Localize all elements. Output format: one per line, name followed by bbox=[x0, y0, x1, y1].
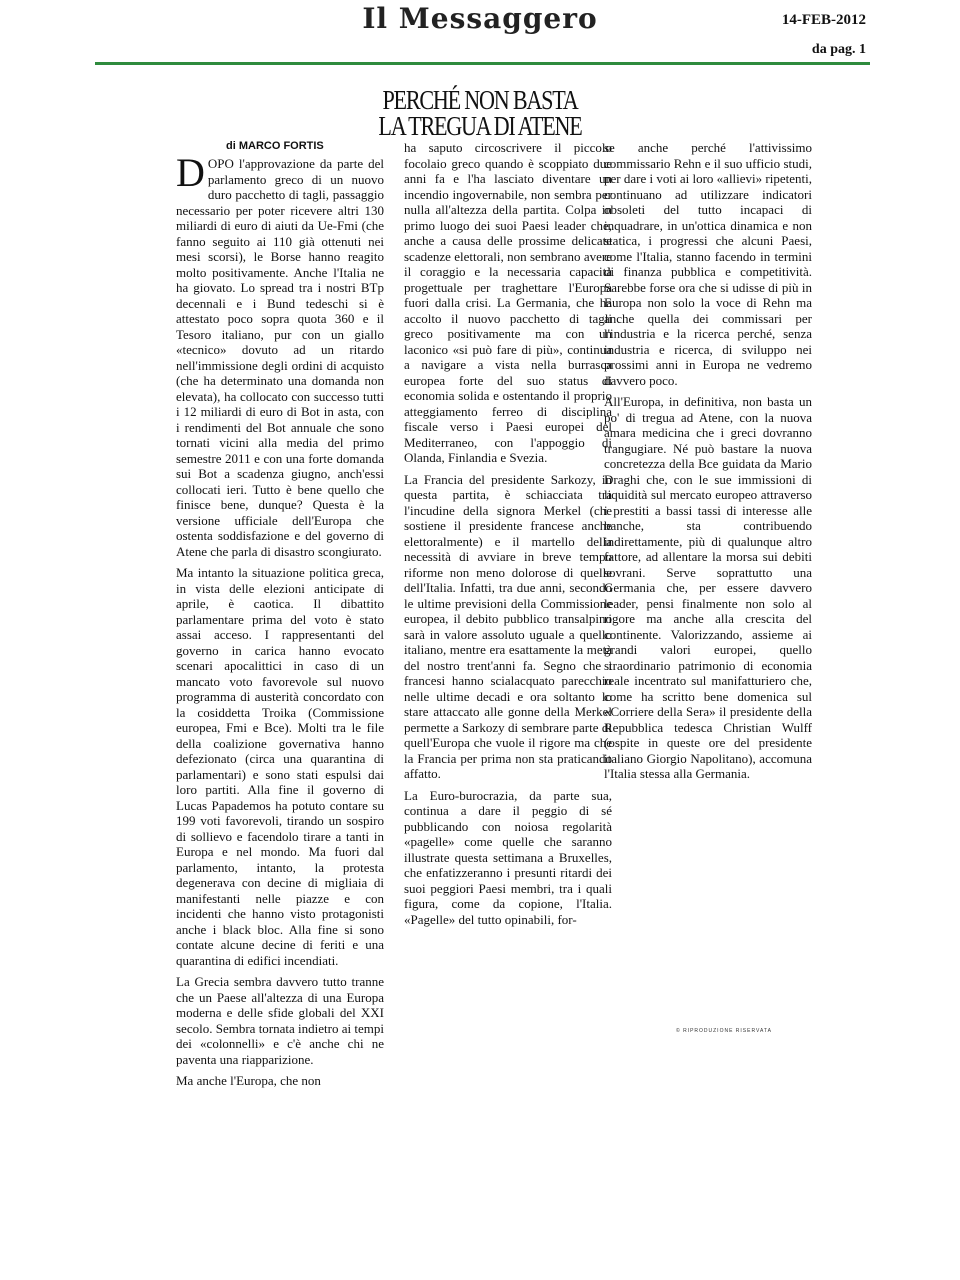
paragraph: DOPO l'approvazione da parte del parlamento greco di un nuovo duro pacchetto di tagli, passaggio necessario per poter ricevere altri 130 miliardi di euro di aiuti da Ue-Fmi (che fanno seguito ai 110 già ottenuti nei mesi scorsi), le Borse hanno reagito molto positivamente. Anche l'Italia ne ha giovato. Lo spread tra i nostri BTp decennali e i Bund tedeschi si è attestato poco sopra quota 360 e il Tesoro italiano, pur con un giallo «tecnico» dovuto ad un ritardo nell'immissione degli ordini di acquisto (che ha determinato una domanda non elevata), ha collocato con successo tutti i 12 miliardi di euro di Bot in asta, con i rendimenti del Bot annuale che sono tornati vicini alla media del primo semestre 2011 e con una forte domanda sui Bot a scadenza giugno, anch'essi collocati ieri. Tutto è bene quello che finisce bene, dunque? Questa è la versione ufficiale dell'Europa che ostenta soddisfazione e del governo di Atene che parla di disastro scongiurato. bbox=[176, 150, 384, 559]
byline: di MARCO FORTIS bbox=[226, 140, 324, 152]
copyright-notice: © RIPRODUZIONE RISERVATA bbox=[676, 1028, 772, 1034]
article-column-3 bbox=[604, 140, 812, 788]
paragraph: se anche perché l'attivissimo commissario Rehn e il suo ufficio studi, per dare i voti ai loro «allievi» ripetenti, continuano ad utilizzare indicatori obsoleti del tutto incapaci di inquadrare, in un'ottica dinamica e non statica, i progressi che alcuni Paesi, come l'Italia, stanno facendo in termini di finanza pubblica e competitività. Sarebbe forse ora che si udisse di più in Europa non solo la voce di Rehn ma anche quella dei commissari per l'industria e la ricerca perché, senza industria e ricerca, di sviluppo nei prossimi anni in Europa ne vedremo davvero poco. bbox=[604, 140, 812, 388]
paragraph: Ma anche l'Europa, che non bbox=[176, 1073, 321, 1088]
article-column-2 bbox=[404, 140, 612, 933]
paragraph: All'Europa, in definitiva, non basta un po' di tregua ad Atene, con la nuova amara medicina che i greci dovranno trangugiare. Né può bastare la nuova concretezza della Bce guidata da Mario Draghi che, con le sue immissioni di liquidità sul mercato europeo attraverso i prestiti a bassi tassi di interesse alle banche, sta contribuendo indirettamente, più di qualunque altro fattore, ad allentare la morsa sui debiti sovrani. Serve soprattutto una Germania che, per essere davvero leader, pensi finalmente non solo al rigore ma anche alla crescita del continente. Valorizzando, assieme ai grandi valori europei, quello straordinario patrimonio di economia reale incentrato sul manifatturiero che, come ha scritto bene domenica sul «Corriere della Sera» il presidente della Repubblica tedesca Christian Wulff (ospite in queste ore del presidente italiano Giorgio Napolitano), accomuna l'Italia stessa alla Germania. bbox=[604, 394, 812, 781]
article-column-1 bbox=[176, 150, 384, 1095]
drop-cap: D bbox=[176, 150, 205, 195]
headline-line-1: PERCHÉ NON BASTA bbox=[382, 85, 578, 115]
header-divider bbox=[95, 62, 870, 65]
paragraph: La Euro-burocrazia, da parte sua, continua a dare il peggio di sé pubblicando con noiosa regolarità «pagelle» come quelle che saranno illustrate questa settimana a Bruxelles, che enfatizzeranno i presunti ritardi dei suoi peggiori Paesi membri, tra i quali figura, come da copione, l'Italia. «Pagelle» del tutto opinabili, for- bbox=[404, 787, 612, 927]
page-reference: da pag. 1 bbox=[811, 42, 866, 57]
paragraph: Ma intanto la situazione politica greca, in vista delle elezioni anticipate di aprile, è caotica. Il dibattito parlamentare prima del voto è stato assai acceso. I rappresentanti del governo in carica hanno evocato scenari apocalittici in caso di un mancato voto favorevole sul nuovo programma di austerità concordato con la cosiddetta Troika (Commissione europea, Fmi e Bce). Molti tra le file della coalizione governativa hanno defezionato (circa una quarantina di parlamentari) e sono stati espulsi dai loro partiti. Alla fine il governo di Lucas Papademos ha potuto contare su 199 voti favorevoli, tirando un sospiro di sollievo e facendolo tirare a tanti in Europa e nel mondo. Ma fuori dal parlamento, intanto, la protesta degenerava con decine di migliaia di manifestanti nelle piazze e con incidenti che hanno visto protagonisti anche i black bloc. Alla fine si sono contate alcune decine di feriti e una quarantina di edifici incendiati. bbox=[176, 565, 384, 968]
headline-line-2: LA TREGUA DI ATENE bbox=[378, 111, 582, 141]
masthead-logo: Il Messaggero bbox=[362, 2, 598, 35]
publication-date: 14-FEB-2012 bbox=[781, 12, 866, 28]
paragraph: ha saputo circoscrivere il piccolo focolaio greco quando è scoppiato due anni fa e l'ha lasciato diventare un incendio ingovernabile, non sembra per nulla all'altezza della partita. Colpa in primo luogo dei suoi Paesi leader che, anche a causa delle prossime delicate scadenze elettorali, non sembrano avere il coraggio e la necessaria capacità progettuale per traghettare l'Europa fuori dalla crisi. La Germania, che ha accolto il nuovo pacchetto di tagli greco positivamente ma con un laconico «si può fare di più», continua a navigare a vista nella burrasca europea forte del suo status di economia solida e ostentando il proprio atteggiamento ferreo di disciplina fiscale verso i Paesi europei del Mediterraneo, con l'appoggio di Olanda, Finlandia e Svezia. bbox=[404, 140, 612, 465]
paragraph: La Grecia sembra davvero tutto tranne che un Paese all'altezza di una Europa moderna e delle sfide globali del XXI secolo. Sembra tornata indietro ai tempi dei «colonnelli» e c'è anche chi ne paventa una riapparizione. bbox=[176, 974, 384, 1067]
paragraph: La Francia del presidente Sarkozy, in questa partita, è schiacciata tra l'incudine della signora Merkel (che sostiene il presidente francese anche elettoralmente) e il martello della necessità di avviare in breve tempo riforme non meno dolorose di quelle dell'Italia. Infatti, tra due anni, secondo le ultime previsioni della Commissione europea, il debito pubblico transalpino sarà in valore assoluto uguale a quello italiano, mentre era esattamente la metà del nostro trent'anni fa. Segno che i francesi hanno scialacquato parecchio nelle ultime decadi e ora soltanto lo stare attaccato alle gonne della Merkel permette a Sarkozy di sembrare parte di quell'Europa che vuole il rigore ma che la Francia per prima non sta praticando affatto. bbox=[404, 471, 612, 781]
